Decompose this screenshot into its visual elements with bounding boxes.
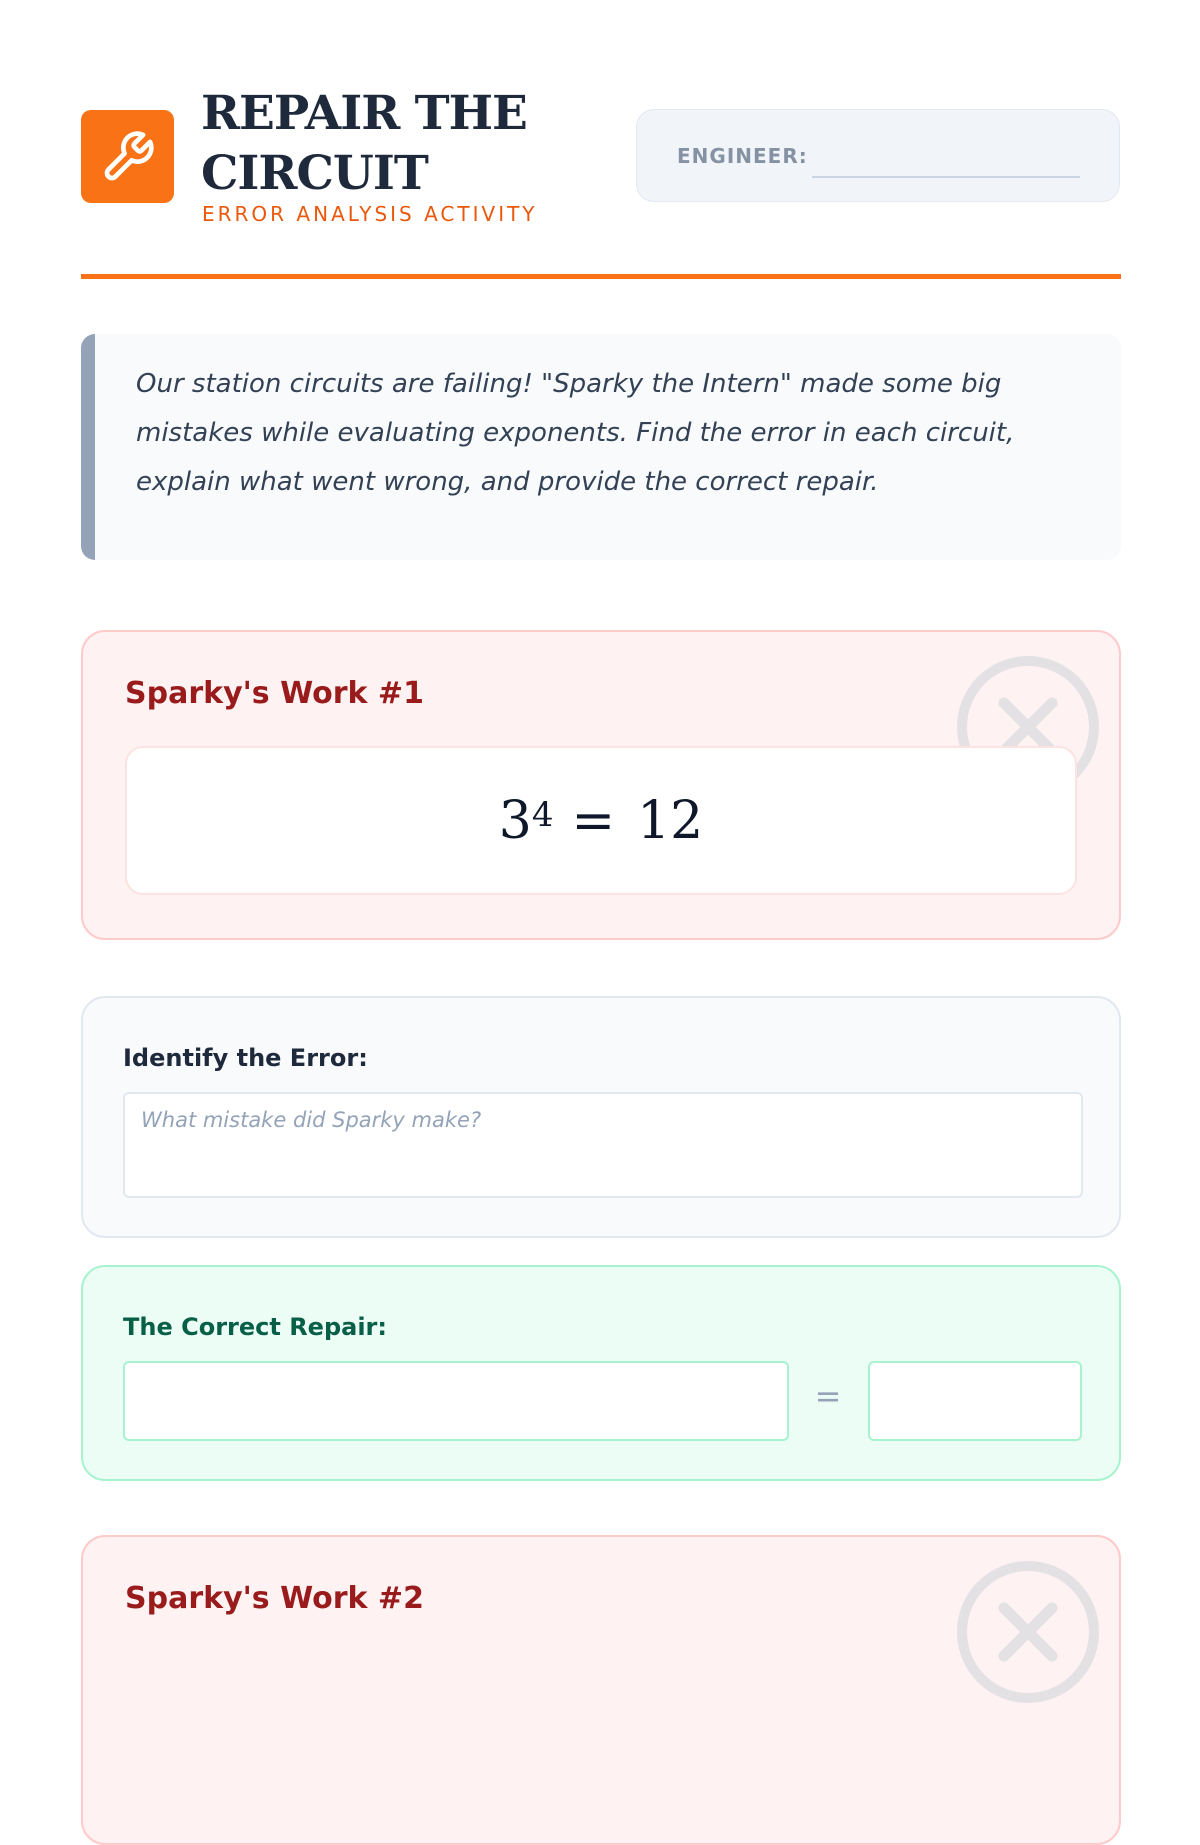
sparky-work-title: Sparky's Work #1 bbox=[125, 676, 424, 711]
engineer-name-field[interactable] bbox=[812, 176, 1080, 178]
instructions-text: Our station circuits are failing! "Sparky the Intern" made some big mistakes while evaluating exponents. Find the error in each circuit, explain what went wrong, and provide the correct repair. bbox=[136, 369, 1015, 497]
sparky-work-title: Sparky's Work #2 bbox=[125, 1581, 424, 1616]
header-divider bbox=[81, 274, 1121, 279]
correct-repair-label: The Correct Repair: bbox=[123, 1313, 387, 1341]
repair-expression-input[interactable] bbox=[123, 1361, 789, 1441]
equation-result: 12 bbox=[637, 790, 704, 851]
correct-repair-card-1 bbox=[81, 1265, 1121, 1481]
identify-error-input[interactable] bbox=[123, 1092, 1083, 1198]
page-title: REPAIR THE CIRCUIT bbox=[201, 86, 527, 201]
sparky-work-card-2 bbox=[81, 1535, 1121, 1845]
wrench-icon bbox=[100, 129, 156, 185]
x-circle-icon bbox=[953, 1557, 1103, 1707]
equation-equals: = bbox=[571, 790, 616, 851]
equation-exponent: 4 bbox=[531, 794, 554, 835]
identify-error-label: Identify the Error: bbox=[123, 1044, 368, 1072]
instructions-callout bbox=[81, 334, 1121, 560]
incorrect-equation bbox=[125, 746, 1077, 895]
logo bbox=[81, 110, 174, 203]
engineer-name-box bbox=[636, 109, 1120, 202]
repair-equals-sign: = bbox=[814, 1377, 842, 1415]
engineer-label: ENGINEER: bbox=[677, 144, 808, 168]
sparky-work-card-1 bbox=[81, 630, 1121, 940]
repair-answer-input[interactable] bbox=[868, 1361, 1082, 1441]
equation-base: 3 bbox=[498, 790, 532, 851]
identify-error-card-1 bbox=[81, 996, 1121, 1238]
page-subtitle: ERROR ANALYSIS ACTIVITY bbox=[202, 202, 538, 226]
worksheet-header bbox=[81, 88, 1121, 228]
